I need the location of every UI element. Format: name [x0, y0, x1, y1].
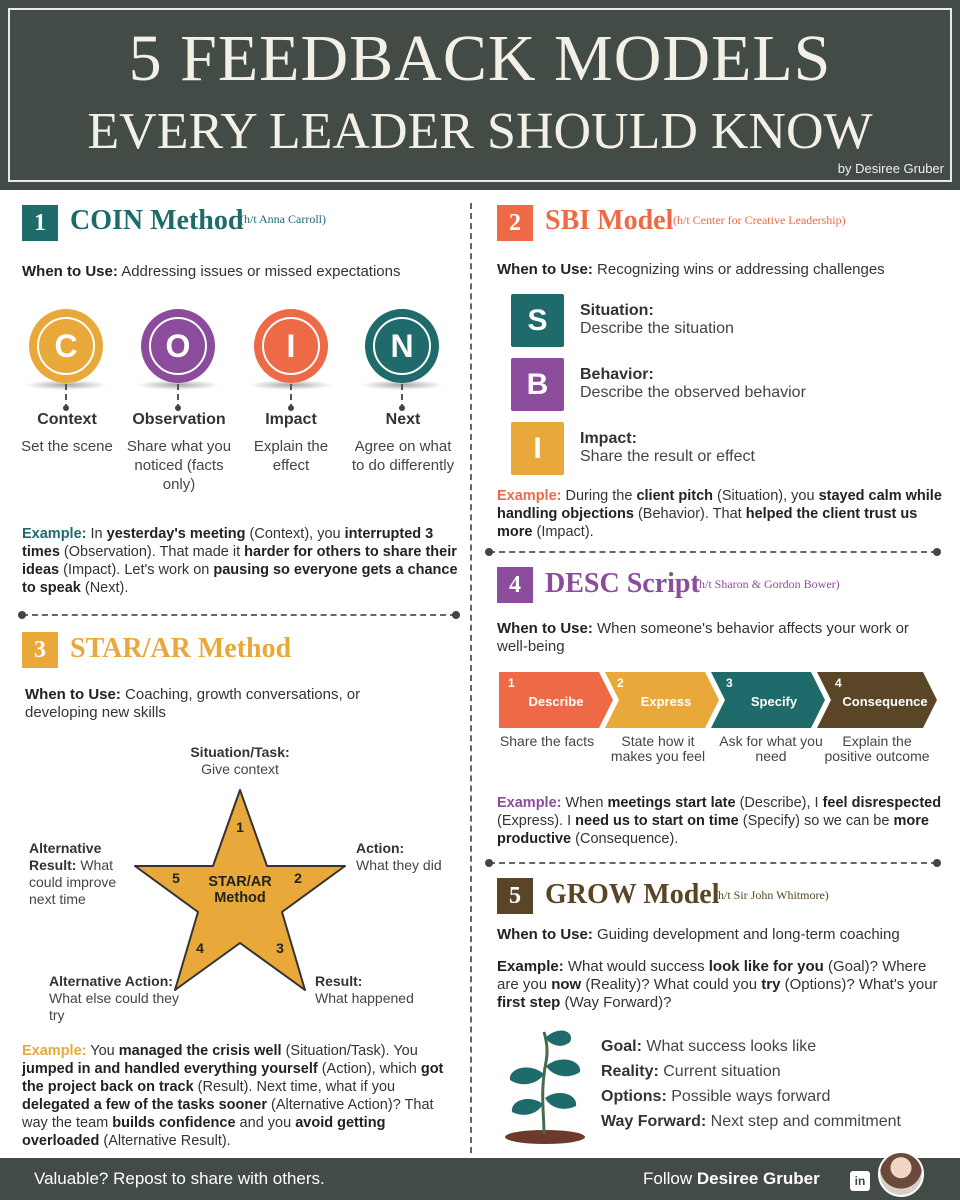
example-emphasis: meetings start late: [607, 795, 736, 811]
page-title-line2: EVERY LEADER SHOULD KNOW: [87, 103, 873, 160]
example-text: (Options)? What's your: [780, 976, 938, 993]
example-text: (Describe), I: [735, 795, 823, 811]
example-emphasis: avoid getting overloaded: [22, 1115, 386, 1149]
grow-item-label: Way Forward:: [601, 1113, 707, 1130]
avatar: [878, 1151, 924, 1197]
example-emphasis: try: [761, 976, 781, 993]
follow-cta[interactable]: [643, 1169, 820, 1189]
example-label: Example:: [497, 795, 562, 811]
sbi-label: Impact:: [580, 430, 637, 447]
desc-title: DESC Script: [545, 568, 700, 599]
grow-when-to-use: [497, 926, 947, 944]
desc-step-num: 2: [617, 676, 624, 690]
example-text: (Impact).: [532, 524, 594, 540]
plant-icon: [500, 1022, 590, 1144]
grow-item-desc: Current situation: [663, 1063, 781, 1080]
grow-item-way-forward: [601, 1113, 901, 1131]
when-text: Guiding development and long-term coaching: [597, 926, 900, 943]
grow-credit: (h/t Sir John Whitmore): [714, 888, 829, 902]
star-label-alt-action: [49, 973, 179, 1024]
page-title-line1: 5 FEEDBACK MODELS: [128, 22, 832, 95]
when-label: When to Use:: [497, 926, 593, 943]
coin-number-badge: 1: [22, 205, 58, 241]
coin-label-observation: Observation: [132, 411, 226, 428]
grow-example: [497, 958, 942, 1012]
example-emphasis: more productive: [497, 813, 929, 847]
desc-step-num: 1: [508, 676, 515, 690]
desc-step-consequence: Consequence: [842, 694, 928, 709]
star-label-title: Result:: [315, 973, 363, 989]
coin-credit: (h/t Anna Carroll): [240, 212, 326, 226]
coin-title: COIN Method: [70, 205, 244, 236]
when-text: Addressing issues or missed expectations: [121, 263, 401, 280]
when-label: When to Use:: [497, 261, 593, 278]
example-emphasis: helped the client trust us more: [497, 506, 918, 540]
star-label-desc: Give context: [201, 761, 279, 777]
example-text: and you: [235, 1115, 296, 1131]
example-emphasis: jumped in and handled everything yourself: [22, 1061, 318, 1077]
sbi-number-badge: 2: [497, 205, 533, 241]
when-label: When to Use:: [25, 686, 121, 703]
example-text: (Specify) so we can be: [738, 813, 894, 829]
divider-coin-star: [22, 614, 456, 616]
desc-step-desc: Share the facts: [499, 733, 595, 749]
grow-item-reality: [601, 1063, 781, 1081]
star-label-action: [356, 840, 456, 874]
example-text: (Express). I: [497, 813, 576, 829]
divider-desc-grow: [489, 862, 937, 864]
example-text: (Result). Next time, what if you: [193, 1079, 396, 1095]
coin-label-next: Next: [385, 411, 421, 428]
star-label-title: Action:: [356, 840, 405, 856]
footer-bar: [0, 1158, 960, 1200]
example-text: (Consequence).: [571, 831, 679, 847]
coin-letter-n: N: [373, 317, 431, 375]
sbi-box-b: B: [511, 358, 564, 411]
sbi-label: Behavior:: [580, 366, 654, 383]
grow-title: GROW Model: [545, 879, 720, 910]
star-point-4: 4: [196, 940, 204, 956]
coin-desc-observation: Share what you noticed (facts only): [126, 438, 232, 493]
example-emphasis: delegated a few of the tasks sooner: [22, 1097, 267, 1113]
star-when-to-use: [25, 686, 385, 722]
when-text: Coaching, growth conversations, or developing new skills: [25, 686, 361, 721]
coin-label-impact: Impact: [265, 411, 317, 428]
star-center-label: STAR/AR Method: [208, 874, 272, 906]
example-text: (Situation/Task). You: [281, 1043, 418, 1059]
desc-step-num: 3: [726, 676, 733, 690]
example-emphasis: builds confidence: [112, 1115, 236, 1131]
desc-step-specify: Specify: [750, 694, 798, 709]
sbi-situation: [580, 302, 940, 338]
when-label: When to Use:: [497, 620, 593, 637]
grow-item-desc: Possible ways forward: [671, 1088, 831, 1105]
example-text: (Behavior). That: [633, 506, 746, 522]
example-text: (Impact). Let's work on: [59, 562, 214, 578]
repost-cta: Valuable? Repost to share with others.: [34, 1169, 325, 1188]
sbi-desc: Describe the situation: [580, 320, 734, 337]
sbi-box-i: I: [511, 422, 564, 475]
grow-item-label: Goal:: [601, 1038, 642, 1055]
example-text: You: [90, 1043, 119, 1059]
example-text: During the: [565, 488, 637, 504]
coin-letter-o: O: [149, 317, 207, 375]
desc-example: [497, 794, 942, 848]
grow-item-goal: [601, 1038, 816, 1056]
coin-letter-i: I: [262, 317, 320, 375]
when-text: Recognizing wins or addressing challenges: [597, 261, 885, 278]
coin-circle-o: [141, 309, 215, 383]
example-text: (Observation). That made it: [59, 544, 245, 560]
example-text: In: [90, 526, 107, 542]
grow-item-desc: Next step and commitment: [710, 1113, 901, 1130]
sbi-box-s: S: [511, 294, 564, 347]
linkedin-icon[interactable]: in: [850, 1171, 870, 1191]
when-text: When someone's behavior affects your work or well-being: [497, 620, 909, 655]
star-point-1: 1: [236, 819, 244, 835]
example-text: (Goal)? Where are you: [497, 958, 927, 993]
star-number-badge: 3: [22, 632, 58, 668]
desc-step-express: Express: [640, 694, 692, 709]
coin-example: [22, 525, 462, 597]
coin-when-to-use: [22, 263, 462, 281]
example-text: (Next).: [80, 580, 129, 596]
grow-item-desc: What success looks like: [646, 1038, 817, 1055]
example-emphasis: got the project back on track: [22, 1061, 444, 1095]
vertical-divider: [470, 203, 472, 1153]
coin-desc-impact: Explain the effect: [253, 438, 329, 474]
example-text: (Way Forward)?: [560, 994, 672, 1011]
star-label-alt-result: [29, 840, 129, 908]
header-banner: [0, 0, 960, 190]
grow-item-options: [601, 1088, 830, 1106]
byline: by Desiree Gruber: [837, 161, 944, 176]
desc-when-to-use: [497, 620, 937, 656]
coin-circle-c: [29, 309, 103, 383]
star-point-3: 3: [276, 940, 284, 956]
sbi-credit: (h/t Center for Creative Leadership): [673, 213, 846, 227]
example-text: (Situation), you: [713, 488, 819, 504]
star-label-title: Situation/Task:: [190, 744, 290, 760]
desc-number-badge: 4: [497, 567, 533, 603]
star-label-desc: What happened: [315, 990, 414, 1006]
divider-sbi-desc: [489, 551, 937, 553]
star-label-desc: What else could they try: [49, 990, 179, 1023]
example-label: Example:: [497, 958, 564, 975]
grow-item-label: Options:: [601, 1088, 667, 1105]
grow-item-label: Reality:: [601, 1063, 659, 1080]
coin-desc-context: Set the scene: [21, 438, 113, 455]
example-text: When: [565, 795, 608, 811]
example-emphasis: first step: [497, 994, 561, 1011]
example-emphasis: look like for you: [708, 958, 824, 975]
example-text: (Alternative Action)? That way the team: [22, 1097, 434, 1131]
desc-step-desc: State how it makes you feel: [610, 733, 706, 764]
sbi-desc: Share the result or effect: [580, 448, 755, 465]
example-label: Example:: [497, 488, 562, 504]
example-emphasis: pausing so everyone gets a chance to speak: [22, 562, 458, 596]
sbi-behavior: [580, 366, 940, 402]
example-emphasis: harder for others to share their ideas: [22, 544, 457, 578]
example-text: (Action), which: [317, 1061, 421, 1077]
coin-desc-next: Agree on what to do differently: [351, 438, 455, 474]
example-emphasis: yesterday's meeting: [106, 526, 246, 542]
desc-step-desc: Explain the positive outcome: [824, 733, 930, 764]
grow-number-badge: 5: [497, 878, 533, 914]
example-text: What would success: [567, 958, 709, 975]
star-example: [22, 1042, 460, 1150]
example-emphasis: feel disrespected: [822, 795, 942, 811]
example-text: (Alternative Result).: [99, 1133, 231, 1149]
follow-name: Desiree Gruber: [696, 1169, 820, 1188]
example-emphasis: client pitch: [636, 488, 713, 504]
sbi-when-to-use: [497, 261, 947, 279]
sbi-desc: Describe the observed behavior: [580, 384, 806, 401]
follow-prefix: Follow: [643, 1169, 693, 1188]
coin-circle-n: [365, 309, 439, 383]
when-label: When to Use:: [22, 263, 118, 280]
sbi-example: [497, 487, 942, 541]
example-label: Example:: [22, 526, 87, 542]
example-emphasis: now: [551, 976, 582, 993]
example-emphasis: interrupted 3 times: [22, 526, 434, 560]
sbi-label: Situation:: [580, 302, 654, 319]
example-text: (Reality)? What could you: [581, 976, 762, 993]
star-label-situation: [165, 744, 315, 778]
coin-letter-c: C: [37, 317, 95, 375]
star-label-title: Alternative Action:: [49, 973, 173, 989]
example-emphasis: managed the crisis well: [118, 1043, 282, 1059]
example-label: Example:: [22, 1043, 87, 1059]
sbi-impact: [580, 430, 940, 466]
example-emphasis: need us to start on time: [575, 813, 739, 829]
desc-step-num: 4: [835, 676, 842, 690]
star-label-desc: What they did: [356, 857, 442, 873]
coin-label-context: Context: [37, 411, 97, 428]
star-label-title: Alternative Result:: [29, 840, 102, 873]
desc-step-desc: Ask for what you need: [719, 733, 823, 764]
star-label-desc: What could improve next time: [29, 857, 117, 907]
desc-step-describe: Describe: [528, 694, 584, 709]
sbi-title: SBI Model: [545, 205, 674, 236]
desc-credit: (h/t Sharon & Gordon Bower): [695, 577, 840, 591]
star-label-result: [315, 973, 435, 1007]
example-emphasis: stayed calm while handling objections: [497, 488, 942, 522]
star-point-2: 2: [294, 870, 302, 886]
example-text: (Context), you: [245, 526, 345, 542]
star-title: STAR/AR Method: [70, 633, 292, 664]
star-point-5: 5: [172, 870, 180, 886]
coin-circle-i: [254, 309, 328, 383]
